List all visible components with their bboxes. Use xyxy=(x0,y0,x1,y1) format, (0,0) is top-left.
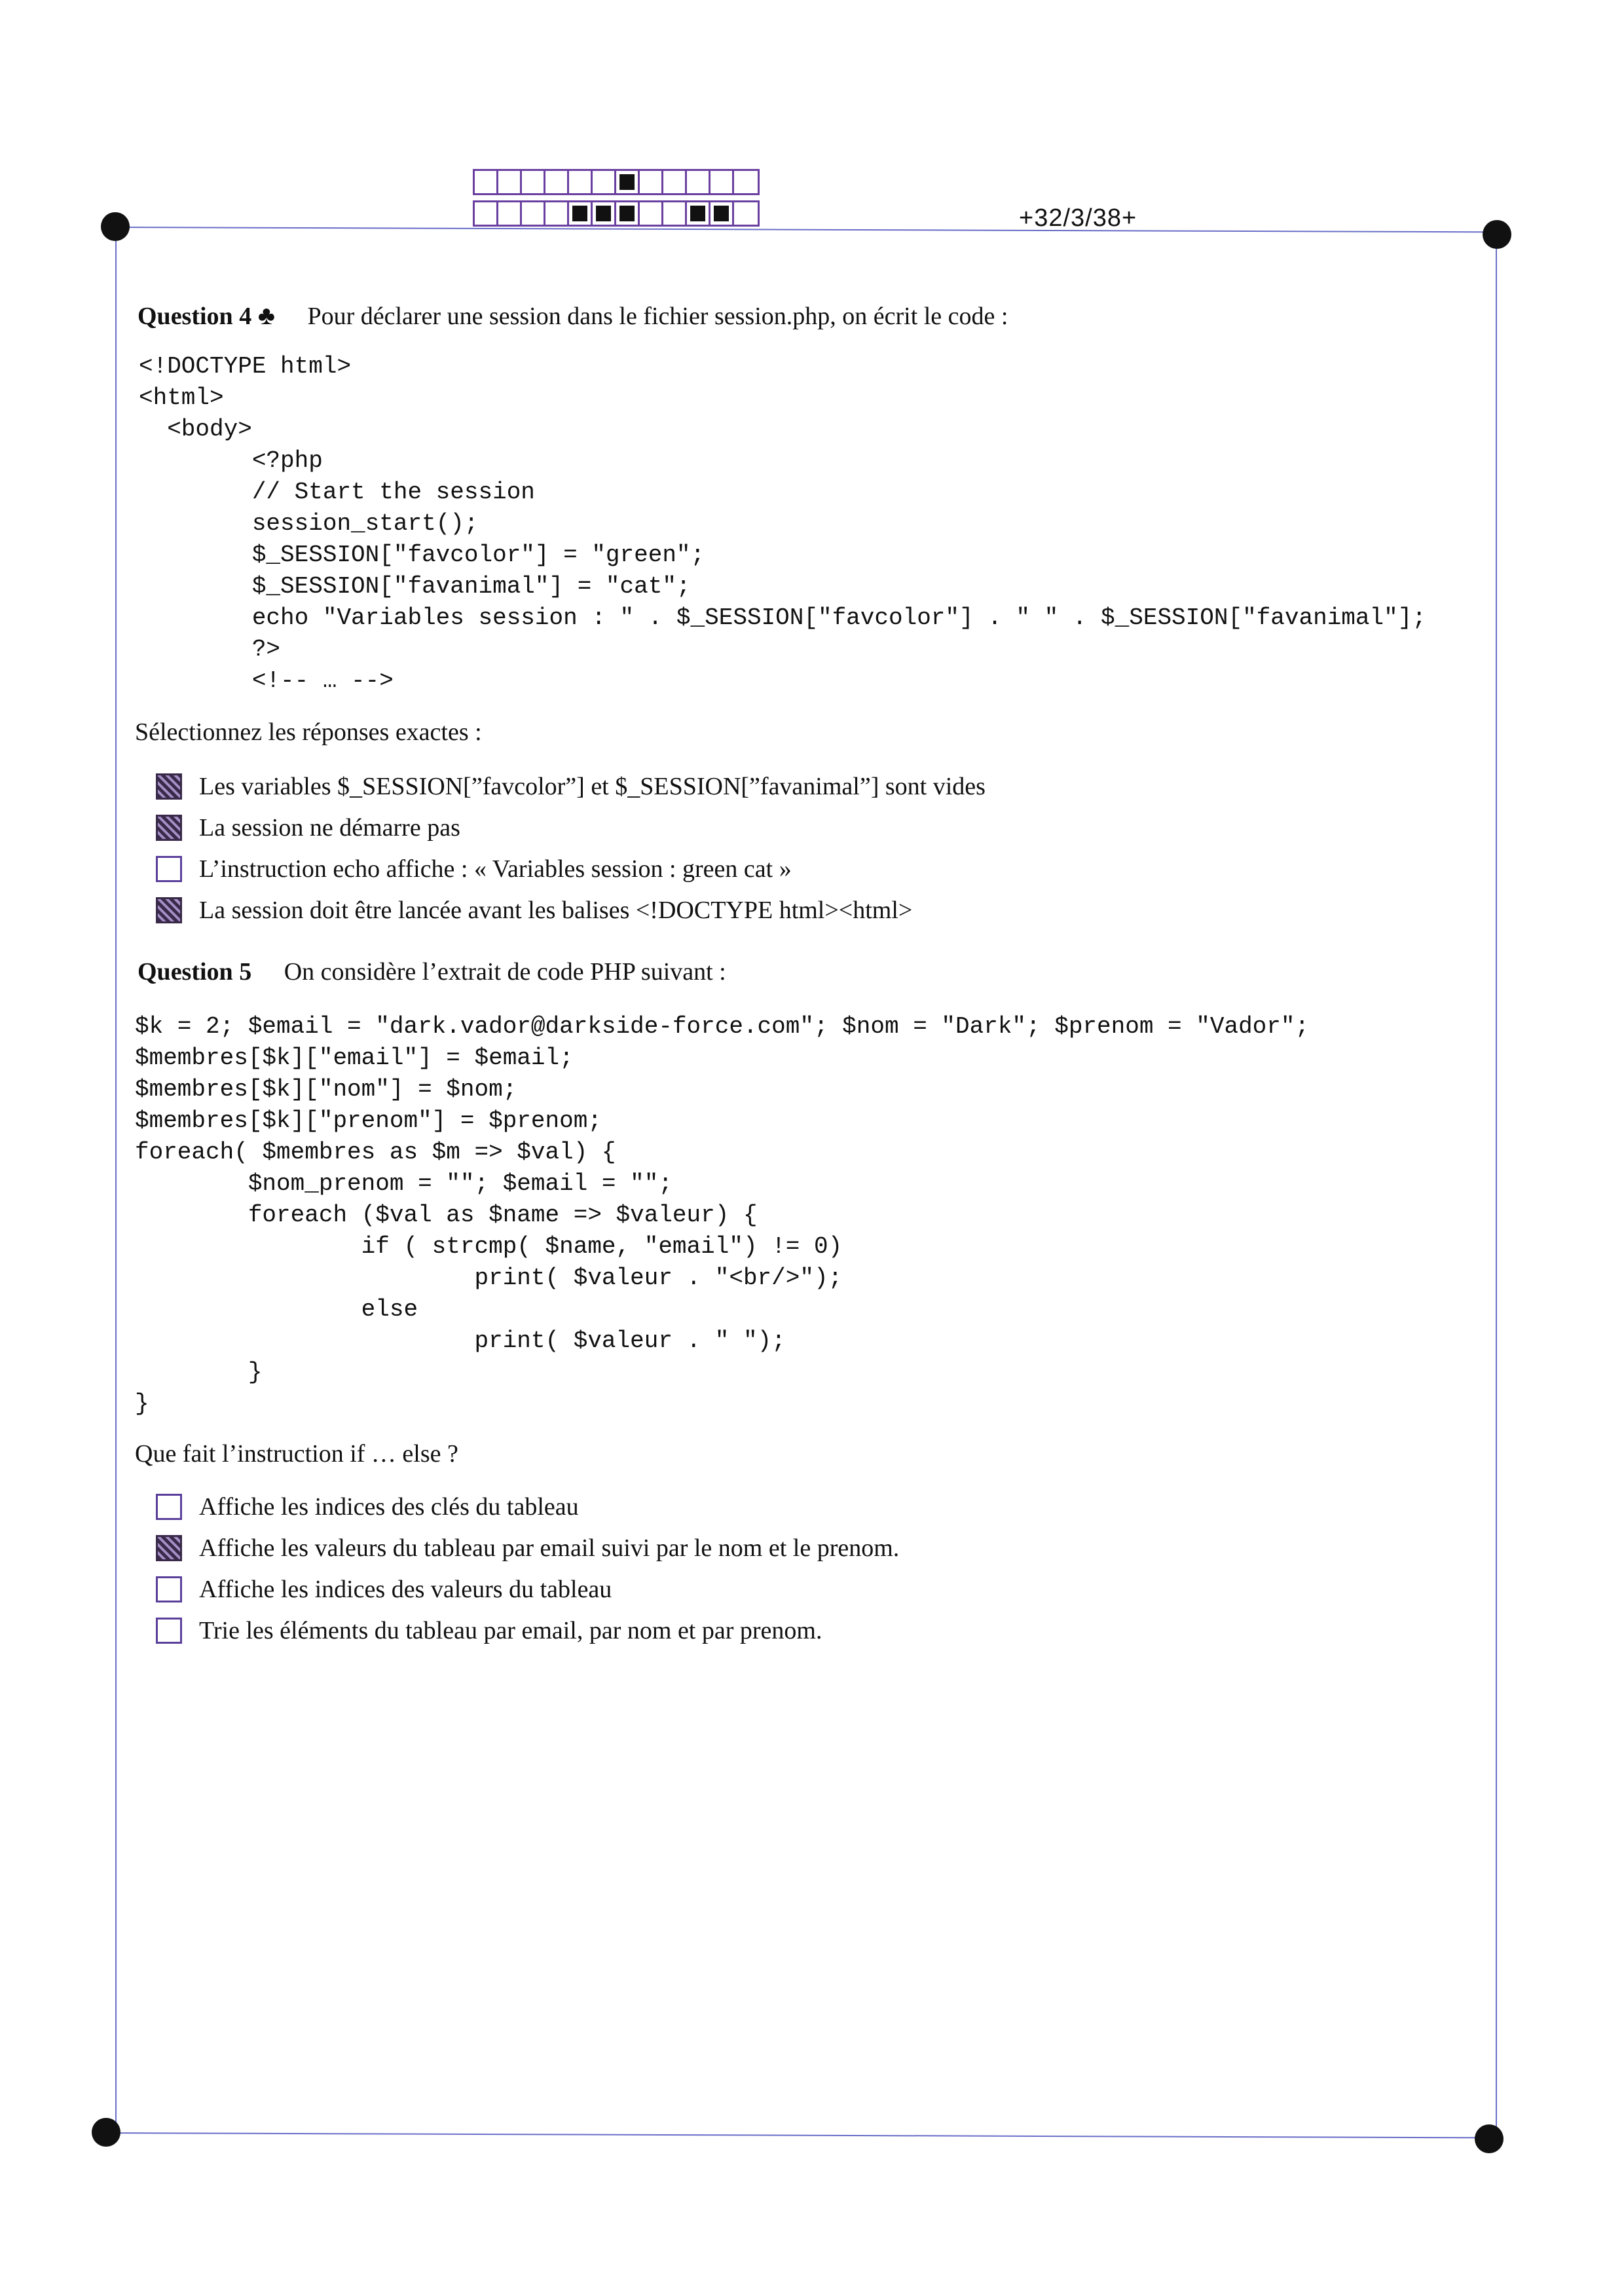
code-line: ?> xyxy=(251,636,281,663)
question-4-number: Question 4 xyxy=(138,303,252,330)
id-mark-cell xyxy=(710,171,734,193)
id-mark-cell xyxy=(616,202,640,225)
id-mark-cell xyxy=(663,171,687,193)
corner-marker-top-right xyxy=(1483,220,1511,249)
code-line: <html> xyxy=(139,384,224,411)
code-line: $k = 2; $email = "dark.vador@darkside-force.com"; $nom = "Dark"; $prenom = "Vador"; xyxy=(135,1013,1310,1040)
id-mark-cell xyxy=(569,171,593,193)
id-mark-cell xyxy=(640,202,663,225)
code-line: // Start the session xyxy=(251,479,535,506)
code-line: <!-- … --> xyxy=(139,667,394,694)
id-mark-cell xyxy=(640,171,663,193)
id-mark-cell xyxy=(569,202,593,225)
corner-marker-bottom-left xyxy=(92,2118,120,2147)
id-mark-cell xyxy=(498,171,522,193)
code-line: else xyxy=(361,1296,418,1323)
question-5-heading xyxy=(138,957,726,986)
answer-checkbox[interactable] xyxy=(156,856,182,882)
answer-checkbox[interactable] xyxy=(156,1535,182,1561)
question-5-instruction: Que fait l’instruction if … else ? xyxy=(135,1440,458,1468)
code-line: $membres[$k]["prenom"] = $prenom; xyxy=(135,1107,602,1134)
question-5-answer-4[interactable] xyxy=(156,1614,822,1647)
question-4-code xyxy=(139,351,1426,697)
club-icon: ♣ xyxy=(257,301,275,330)
question-4-label xyxy=(138,303,275,330)
page-id: +32/3/38+ xyxy=(1019,204,1137,232)
code-line: $_SESSION["favcolor"] = "green"; xyxy=(251,542,705,568)
code-line: print( $valeur . "<br/>"); xyxy=(474,1265,843,1291)
code-line: $membres[$k]["nom"] = $nom; xyxy=(135,1076,517,1103)
question-5-answer-2[interactable] xyxy=(156,1532,899,1565)
code-line: foreach( $membres as $m => $val) { xyxy=(135,1139,616,1166)
answer-text: L’instruction echo affiche : « Variables session : green cat » xyxy=(199,855,792,883)
code-line: foreach ($val as $name => $valeur) { xyxy=(248,1202,758,1229)
id-mark-cell xyxy=(475,171,498,193)
frame-bottom-line xyxy=(106,2132,1488,2138)
answer-checkbox[interactable] xyxy=(156,815,182,841)
code-line: } xyxy=(135,1390,149,1417)
frame-right-line xyxy=(1496,233,1497,2139)
id-marks-row-top xyxy=(473,169,760,195)
id-mark-cell xyxy=(593,171,616,193)
question-5-answer-1[interactable] xyxy=(156,1491,579,1523)
answer-text: Affiche les valeurs du tableau par email suivi par le nom et le prenom. xyxy=(199,1534,900,1562)
frame-left-line xyxy=(115,227,117,2132)
question-4-answer-1[interactable] xyxy=(156,770,986,803)
code-line: $nom_prenom = ""; $email = ""; xyxy=(248,1170,673,1197)
id-mark-cell xyxy=(616,171,640,193)
code-line: print( $valeur . " "); xyxy=(474,1327,786,1354)
id-mark-cell xyxy=(475,202,498,225)
id-mark-cell xyxy=(734,202,758,225)
id-mark-cell xyxy=(522,171,545,193)
question-5-code xyxy=(135,1011,1309,1420)
question-4-answer-3[interactable] xyxy=(156,853,792,885)
id-mark-cell xyxy=(687,202,710,225)
frame-top-line xyxy=(115,227,1497,232)
question-4-instruction: Sélectionnez les réponses exactes : xyxy=(135,718,482,746)
code-line: if ( strcmp( $name, "email") != 0) xyxy=(361,1233,843,1260)
question-4-answer-4[interactable] xyxy=(156,894,912,927)
id-mark-cell xyxy=(734,171,758,193)
answer-checkbox[interactable] xyxy=(156,897,182,923)
id-mark-cell xyxy=(522,202,545,225)
code-line: <!DOCTYPE html> xyxy=(139,353,352,380)
answer-text: Affiche les indices des clés du tableau xyxy=(199,1493,579,1521)
code-line: <?php xyxy=(251,447,323,474)
answer-text: Affiche les indices des valeurs du tableau xyxy=(199,1576,612,1603)
id-mark-cell xyxy=(663,202,687,225)
question-4-answer-2[interactable] xyxy=(156,811,460,844)
code-line: <body> xyxy=(167,416,252,443)
code-line: $membres[$k]["email"] = $email; xyxy=(135,1045,574,1071)
answer-text: Les variables $_SESSION[”favcolor”] et $_SESSION[”favanimal”] sont vides xyxy=(199,773,986,800)
question-4-heading xyxy=(138,300,1008,331)
answer-checkbox[interactable] xyxy=(156,773,182,800)
answer-text: La session doit être lancée avant les balises <!DOCTYPE html><html> xyxy=(199,897,913,924)
id-mark-cell xyxy=(593,202,616,225)
corner-marker-bottom-right xyxy=(1475,2124,1504,2153)
id-mark-cell xyxy=(498,202,522,225)
question-5-prompt: On considère l’extrait de code PHP suivant : xyxy=(284,958,726,986)
corner-marker-top-left xyxy=(101,212,130,241)
id-mark-cell xyxy=(687,171,710,193)
id-marks-bottom xyxy=(473,200,760,227)
code-line: echo "Variables session : " . $_SESSION["favcolor"] . " " . $_SESSION["favanimal"]; xyxy=(251,604,1426,631)
answer-checkbox[interactable] xyxy=(156,1494,182,1520)
code-line: $_SESSION["favanimal"] = "cat"; xyxy=(251,573,691,600)
answer-text: Trie les éléments du tableau par email, par nom et par prenom. xyxy=(199,1617,822,1644)
id-marks xyxy=(473,169,760,195)
question-4-prompt: Pour déclarer une session dans le fichier session.php, on écrit le code : xyxy=(307,303,1008,330)
id-marks-row-bottom xyxy=(473,200,760,227)
id-mark-cell xyxy=(710,202,734,225)
answer-checkbox[interactable] xyxy=(156,1576,182,1602)
id-mark-cell xyxy=(545,171,569,193)
code-line: session_start(); xyxy=(251,510,479,537)
question-5-answer-3[interactable] xyxy=(156,1573,612,1606)
id-mark-cell xyxy=(545,202,569,225)
question-5-label: Question 5 xyxy=(138,958,252,986)
answer-text: La session ne démarre pas xyxy=(199,814,460,842)
code-line: } xyxy=(248,1359,263,1386)
answer-checkbox[interactable] xyxy=(156,1618,182,1644)
